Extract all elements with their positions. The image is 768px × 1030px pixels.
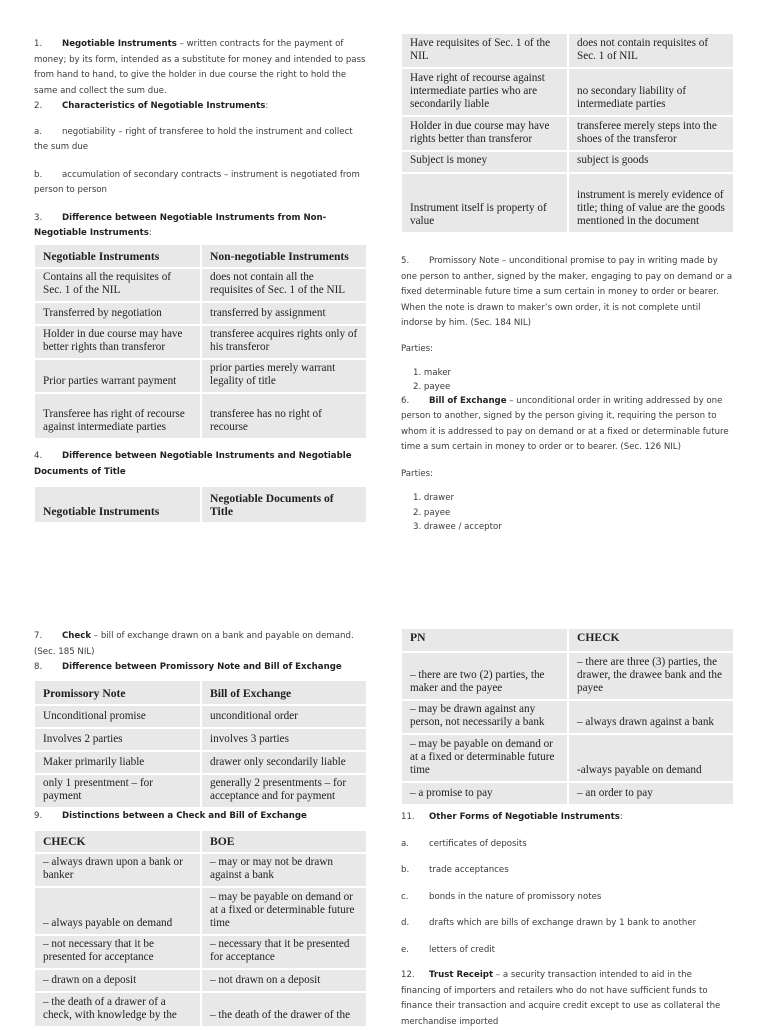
table-cell: – always drawn against a bank [567, 699, 733, 733]
table-check-vs-boe [35, 831, 366, 1026]
table-row [402, 733, 733, 781]
right-column-top-text [401, 254, 733, 535]
table-row [402, 34, 733, 67]
list-item: 2. payee [413, 381, 451, 392]
table-header-cell: Negotiable Instruments [43, 505, 160, 518]
section-1: 1. Negotiable Instruments – written contracts for the payment of money; by its form, intended as a substitute for money and intended to pass from hand to hand, to give the holder in due course the right to hold the same and collect the sum due. [34, 39, 366, 96]
table-cell: instrument is merely evidence of title; thing of value are the goods mentioned in the document [567, 172, 733, 232]
section-2b: b. accumulation of secondary contracts – instrument is negotiated from person to person [34, 169, 360, 195]
table-cell: transferee acquires rights only of his transferor [200, 324, 366, 358]
table-cell: Contains all the requisites of Sec. 1 of the NIL [35, 267, 200, 301]
table-cell: does not contain requisites of Sec. 1 of NIL [567, 34, 733, 67]
section-12-heading: Trust Receipt [429, 970, 494, 980]
list-item: 1. drawer [413, 493, 455, 503]
table-cell: unconditional order [200, 704, 366, 727]
list-item: b. trade acceptances [401, 865, 509, 875]
list-item: 3. drawee / acceptor [413, 522, 502, 532]
section-5: 5. Promissory Note – unconditional promise to pay in writing made by one person to anther, signed by the maker, engaging to pay on demand or a fixed determinable future time a sum certain in money to order or bearer. When the note is drawn to maker’s own order, it is not complete until indorse by him. (Sec. 184 NIL) [401, 256, 733, 328]
table-cell: – always drawn upon a bank or banker [35, 852, 200, 886]
left-column-top [34, 37, 366, 242]
table-cell: subject is goods [567, 150, 733, 172]
table-header-cell: CHECK [43, 835, 86, 848]
table-row [35, 727, 366, 750]
table-row [35, 704, 366, 727]
list-item: a. certificates of deposits [401, 838, 527, 849]
table-header-row [35, 245, 366, 267]
table-row [35, 852, 366, 886]
table-row [402, 67, 733, 115]
list-item: 2. payee [413, 507, 451, 518]
table-header-cell: Bill of Exchange [200, 681, 366, 704]
table-row [35, 991, 366, 1026]
parties-label: Parties: [401, 468, 434, 479]
table-cell: Subject is money [402, 150, 567, 172]
table-row [35, 773, 366, 807]
table-row [402, 651, 733, 699]
table-header-cell: Non-negotiable Instruments [200, 245, 366, 267]
table-cell: – there are two (2) parties, the maker and the payee [402, 651, 567, 699]
table-cell: – drawn on a deposit [35, 968, 200, 991]
table-negotiable-vs-documents-of-title [402, 34, 733, 232]
table-row [402, 699, 733, 733]
table-cell: prior parties merely warrant legality of title [200, 358, 366, 392]
table-row [35, 934, 366, 968]
table-header-cell: Negotiable Instruments [43, 250, 160, 263]
section-4-heading: Difference between Negotiable Instruments and Negotiable Documents of Title [34, 451, 352, 477]
table-cell: – an order to pay [567, 781, 733, 804]
list-item: e. letters of credit [401, 944, 496, 955]
table-row [402, 150, 733, 172]
table-cell: Have requisites of Sec. 1 of the NIL [410, 37, 551, 62]
section-9-heading: Distinctions between a Check and Bill of Exchange [62, 811, 307, 821]
section-7: 7. Check – bill of exchange drawn on a bank and payable on demand. (Sec. 185 NIL) [34, 631, 354, 657]
left-column-bottom [34, 629, 366, 676]
table-cell: – necessary that it be presented for acceptance [200, 934, 366, 968]
table-cell: Involves 2 parties [35, 727, 200, 750]
table-promissory-vs-bill [35, 681, 366, 807]
table-cell: – not drawn on a deposit [200, 968, 366, 991]
table-row [402, 172, 733, 232]
table-cell: transferred by assignment [200, 301, 366, 324]
table-cell: – a promise to pay [402, 781, 567, 804]
table-row [35, 968, 366, 991]
section-7-heading: Check [62, 631, 92, 641]
table-row [35, 358, 366, 392]
table-row [402, 115, 733, 150]
table-cell: Unconditional promise [35, 704, 200, 727]
table-row [35, 886, 366, 934]
table-cell: transferee has no right of recourse [200, 392, 366, 438]
table-cell: Maker primarily liable [35, 750, 200, 773]
table-header-cell: Promissory Note [43, 687, 126, 700]
list-item: c. bonds in the nature of promissory notes [401, 891, 602, 902]
table-header-row [402, 629, 733, 651]
table-cell: Holder in due course may have rights better than transferor [402, 115, 567, 150]
section-1-heading: Negotiable Instruments [62, 39, 177, 49]
parties-list [401, 491, 733, 535]
section-6-heading: Bill of Exchange [429, 395, 507, 406]
table-cell: Transferred by negotiation [35, 301, 200, 324]
table-cell: – may or may not be drawn against a bank [200, 852, 366, 886]
parties-list [401, 366, 733, 394]
right-column-bottom-text [401, 810, 733, 1030]
table-row [402, 781, 733, 804]
table-cell: – may be payable on demand or at a fixed or determinable future time [200, 886, 366, 934]
section-12: 12. Trust Receipt – a security transaction intended to aid in the financing of importers and retailers who do not have sufficient funds to finance their transaction and acquire credit except to use as collateral the merchandise imported [401, 970, 721, 1027]
table-cell: -always payable on demand [567, 733, 733, 781]
section-2-heading: Characteristics of Negotiable Instruments [62, 101, 266, 111]
table-pn-vs-check [402, 629, 733, 804]
table-cell: Have right of recourse against intermediate parties who are secondarily liable [402, 67, 567, 115]
section-8-heading: Difference between Promissory Note and Bill of Exchange [62, 662, 342, 672]
table-cell: – may be drawn against any person, not necessarily a bank [402, 699, 567, 733]
table-cell: transferee merely steps into the shoes of the transferor [567, 115, 733, 150]
table-cell: does not contain all the requisites of Sec. 1 of the NIL [200, 267, 366, 301]
table-header-cell: CHECK [567, 629, 733, 651]
list-item: d. drafts which are bills of exchange drawn by 1 bank to another [401, 918, 697, 928]
table-header-cell: PN [410, 631, 426, 644]
section-9: 9. Distinctions between a Check and Bill of Exchange [34, 811, 307, 821]
section-3-heading: Difference between Negotiable Instruments from Non-Negotiable Instruments [34, 212, 327, 238]
section-11-heading: Other Forms of Negotiable Instruments [429, 812, 620, 822]
section-4: 4. Difference between Negotiable Instruments and Negotiable Documents of Title [34, 451, 352, 477]
table-header-row [35, 831, 366, 852]
table-header-cell: Negotiable Documents of Title [200, 487, 366, 522]
section-2: 2. Characteristics of Negotiable Instruments: [34, 101, 269, 111]
table-cell: – the death of a drawer of a check, with knowledge by the [35, 991, 200, 1026]
table-cell: only 1 presentment – for payment [35, 773, 200, 807]
table-cell: Transferee has right of recourse against intermediate parties [35, 392, 200, 438]
table-cell: no secondary liability of intermediate parties [567, 67, 733, 115]
section-2a: a. negotiability – right of transferee to hold the instrument and collect the sum due [34, 126, 353, 152]
table-cell: Prior parties warrant payment [35, 358, 200, 392]
table-header-row [35, 681, 366, 704]
table-row [35, 301, 366, 324]
table-cell: drawer only secondarily liable [200, 750, 366, 773]
table-cell: generally 2 presentments – for acceptance and for payment [200, 773, 366, 807]
table-cell: Instrument itself is property of value [402, 172, 567, 232]
table-row [35, 392, 366, 438]
table-cell: – not necessary that it be presented for acceptance [35, 934, 200, 968]
table-cell: – the death of the drawer of the [200, 991, 366, 1026]
section-3: 3. Difference between Negotiable Instruments from Non-Negotiable Instruments: [34, 212, 327, 238]
section-8: 8. Difference between Promissory Note and Bill of Exchange [34, 662, 342, 672]
table-cell: Holder in due course may have better rights than transferor [35, 324, 200, 358]
table-cell: – there are three (3) parties, the drawer, the drawee bank and the payee [567, 651, 733, 699]
table-row [35, 324, 366, 358]
table-cell: – always payable on demand [35, 886, 200, 934]
section-11: 11. Other Forms of Negotiable Instruments: [401, 812, 623, 822]
table-cell: involves 3 parties [200, 727, 366, 750]
table-header-cell: BOE [200, 831, 366, 852]
table-row [35, 267, 366, 301]
table-cell: – may be payable on demand or at a fixed or determinable future time [402, 733, 567, 781]
list-item: 1. maker [413, 368, 452, 378]
parties-label: Parties: [401, 343, 434, 354]
table-row [35, 750, 366, 773]
table-header-row [35, 487, 366, 522]
section-6: 6. Bill of Exchange – unconditional order in writing addressed by one person to another, signed by the person giving it, requiring the person to whom it is addressed to pay on demand or at a fixed or determinable future time a sum certain in money to order or to bearer. (Sec. 126 NIL) [401, 395, 729, 452]
table-negotiable-vs-non-negotiable [35, 245, 366, 438]
table-negotiable-vs-documents-of-title-header [35, 487, 366, 522]
